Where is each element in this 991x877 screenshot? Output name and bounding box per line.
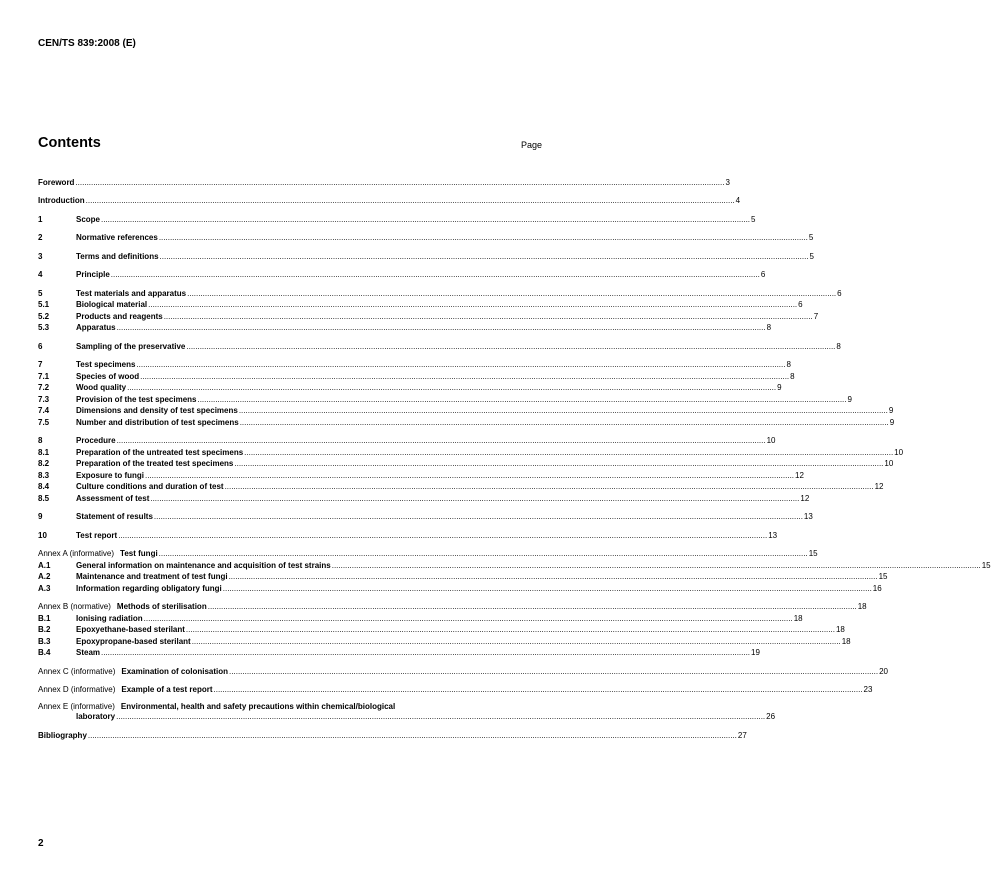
toc-entry[interactable]	[38, 340, 841, 352]
toc-page-number: 15	[808, 549, 818, 558]
toc-entry[interactable]	[38, 370, 795, 382]
toc-entry-title: Procedure	[76, 436, 116, 445]
toc-entry-title: Epoxypropane-based sterilant	[76, 636, 191, 646]
toc-page-number: 12	[800, 493, 810, 503]
toc-entry[interactable]	[38, 458, 894, 470]
leader-dots	[244, 448, 893, 458]
toc-entry-title: Wood quality	[76, 383, 127, 392]
toc-entry-number: 7.2	[38, 383, 50, 392]
toc-entry-number: 8	[38, 436, 43, 445]
toc-entry-number: 9	[38, 512, 43, 521]
leader-dots	[192, 637, 841, 647]
toc-entry[interactable]	[38, 612, 803, 624]
leader-dots	[160, 252, 809, 262]
toc-entry[interactable]	[38, 310, 819, 322]
toc-page-number: 26	[766, 712, 776, 721]
leader-dots	[154, 512, 803, 522]
toc-page-number: 23	[863, 685, 873, 694]
toc-entry[interactable]	[38, 647, 760, 659]
toc-page-number: 16	[872, 583, 882, 593]
toc-page-number: 8	[786, 360, 791, 369]
toc-page-number: 18	[841, 636, 851, 646]
toc-entry-number: 8.3	[38, 470, 50, 480]
toc-page-number: 12	[874, 482, 884, 491]
toc-entry-title: Introduction	[38, 196, 85, 205]
toc-entry-title: General information on maintenance and acquisition of test strains	[76, 560, 331, 570]
toc-entry-title: Ionising radiation	[76, 613, 143, 623]
toc-entry-title: Scope	[76, 214, 101, 224]
contents-title: Contents	[38, 135, 101, 151]
leader-dots	[197, 395, 846, 405]
leader-dots	[159, 233, 808, 243]
toc-page-number: 10	[766, 436, 776, 445]
leader-dots	[214, 685, 863, 695]
toc-entry-title: Exposure to fungi	[76, 470, 144, 480]
toc-entry-annex-b[interactable]	[38, 601, 867, 613]
toc-entry[interactable]	[38, 446, 904, 458]
leader-dots	[86, 196, 735, 206]
toc-entry-number: 2	[38, 233, 43, 242]
toc-entry-number: 5	[38, 288, 43, 298]
leader-dots	[127, 383, 776, 393]
toc-entry-title: Preparation of the untreated test specimens	[76, 447, 244, 457]
annex-d-heading: Annex D (informative) Example of a test report	[38, 685, 213, 694]
toc-page-number: 10	[894, 447, 904, 457]
toc-entry-annex-c[interactable]	[38, 665, 888, 677]
toc-page-number: 9	[777, 383, 782, 392]
toc-entry-bibliography[interactable]	[38, 729, 747, 741]
toc-page-number: 4	[735, 196, 741, 205]
toc-entry-number: B.3	[38, 636, 51, 646]
leader-dots	[159, 549, 808, 559]
toc-entry[interactable]	[38, 559, 991, 571]
toc-entry-number: 3	[38, 251, 43, 261]
leader-dots	[223, 584, 872, 594]
toc-entry-title: Preparation of the treated test specimens	[76, 459, 234, 468]
toc-page-number: 8	[790, 371, 795, 381]
toc-entry[interactable]	[38, 287, 842, 299]
toc-entry-number: A.3	[38, 583, 51, 593]
toc-entry-title: Number and distribution of test specimens	[76, 417, 239, 427]
toc-page-number: 27	[737, 730, 747, 740]
toc-entry-number: 8.5	[38, 493, 50, 503]
document-id: CEN/TS 839:2008 (E)	[38, 38, 136, 49]
toc-page-number: 20	[879, 666, 888, 676]
toc-entry-number: A.1	[38, 560, 51, 570]
toc-page-number: 5	[751, 214, 756, 224]
toc-entry-number: 5.3	[38, 323, 50, 332]
toc-entry-number: B.2	[38, 625, 51, 634]
toc-entry-title: Foreword	[38, 177, 75, 187]
toc-page-number: 6	[760, 270, 766, 279]
toc-entry-title: Maintenance and treatment of test fungi	[76, 572, 228, 581]
toc-entry[interactable]	[38, 359, 791, 371]
toc-entry-title: Bibliography	[38, 730, 87, 740]
toc-page-number: 13	[768, 530, 778, 540]
toc-entry[interactable]	[38, 299, 803, 311]
toc-entry-number: 7.5	[38, 417, 50, 427]
toc-entry-title: Test report	[76, 530, 118, 540]
toc-entry[interactable]	[38, 571, 888, 583]
toc-entry-title: Culture conditions and duration of test	[76, 482, 224, 491]
toc-page-number: 9	[889, 417, 895, 427]
toc-entry-title: Normative references	[76, 233, 158, 242]
toc-entry[interactable]	[38, 393, 852, 405]
toc-page-number: 8	[836, 341, 841, 351]
toc-page-number: 6	[837, 288, 842, 298]
annex-c-heading: Annex C (informative) Examination of colonisation	[38, 666, 229, 676]
toc-entry-number: 7.3	[38, 394, 50, 404]
leader-dots	[101, 648, 750, 658]
leader-dots	[239, 406, 888, 416]
toc-entry-number: 8.4	[38, 482, 50, 491]
toc-page-number: 9	[888, 406, 894, 415]
leader-dots	[140, 372, 789, 382]
leader-dots	[111, 270, 760, 280]
toc-page-number: 18	[835, 625, 845, 634]
leader-dots	[225, 482, 874, 492]
leader-dots	[186, 625, 835, 635]
toc-entry-number: B.4	[38, 648, 51, 657]
leader-dots	[75, 178, 724, 188]
toc-entry-title: Apparatus	[76, 323, 116, 332]
toc-entry-number: 1	[38, 214, 43, 224]
leader-dots	[117, 323, 766, 333]
toc-entry-number: 10	[38, 530, 47, 540]
toc-page-number: 12	[795, 470, 804, 480]
leader-dots	[229, 667, 878, 677]
toc-entry-title: Information regarding obligatory fungi	[76, 583, 222, 593]
toc-entry[interactable]	[38, 232, 814, 244]
leader-dots	[118, 531, 767, 541]
leader-dots	[208, 602, 857, 612]
toc-entry-number: B.1	[38, 613, 51, 623]
toc-entry-number: 8.1	[38, 447, 50, 457]
toc-page-number: 5	[808, 233, 814, 242]
toc-entry-title: Epoxyethane-based sterilant	[76, 625, 185, 634]
toc-page-number: 10	[884, 459, 894, 468]
toc-page-number: 9	[847, 394, 852, 404]
leader-dots	[116, 712, 765, 722]
toc-entry-title: Test materials and apparatus	[76, 288, 187, 298]
leader-dots	[229, 572, 878, 582]
leader-dots	[148, 300, 797, 310]
annex-e-title-continued: laboratory	[76, 712, 116, 721]
toc-entry-title: Products and reagents	[76, 311, 163, 321]
annex-e-heading: Annex E (informative) Environmental, health and safety precautions within chemical/biological	[38, 702, 396, 711]
toc-entry-title: Test specimens	[76, 360, 136, 369]
toc-page-number: 6	[798, 300, 803, 309]
page-column-label: Page	[521, 140, 543, 150]
toc-entry-title: Provision of the test specimens	[76, 394, 197, 404]
leader-dots	[101, 215, 750, 225]
toc-entry-number: 7.1	[38, 371, 50, 381]
toc-entry[interactable]	[38, 492, 810, 504]
toc-entry[interactable]	[38, 382, 782, 394]
toc-entry[interactable]	[38, 469, 804, 481]
toc-entry[interactable]	[38, 511, 813, 523]
toc-entry[interactable]	[38, 195, 741, 207]
leader-dots	[164, 312, 813, 322]
leader-dots	[145, 471, 794, 481]
leader-dots	[144, 614, 793, 624]
toc-page-number: 3	[725, 177, 730, 187]
toc-page-number: 19	[751, 648, 760, 657]
toc-entry-title: Terms and definitions	[76, 251, 159, 261]
toc-page-number: 8	[766, 323, 772, 332]
toc-page-number: 7	[813, 311, 819, 321]
leader-dots	[117, 436, 766, 446]
annex-a-heading: Annex A (informative) Test fungi	[38, 549, 158, 558]
toc-entry-number: 5.2	[38, 311, 50, 321]
toc-entry[interactable]	[38, 416, 895, 428]
toc-entry-number: 8.2	[38, 459, 50, 468]
toc-entry-title: Statement of results	[76, 512, 153, 521]
toc-entry-number: 6	[38, 341, 43, 351]
toc-entry-title: Steam	[76, 648, 101, 657]
toc-page-number: 13	[803, 512, 813, 521]
toc-entry[interactable]	[38, 529, 778, 541]
toc-entry[interactable]	[38, 405, 894, 417]
toc-page-number: 15	[878, 572, 888, 581]
toc-entry-title: Sampling of the preservative	[76, 341, 186, 351]
toc-entry[interactable]	[38, 481, 884, 493]
toc-entry[interactable]	[38, 435, 776, 447]
toc-page-number: 18	[857, 602, 867, 611]
toc-entry-number: 4	[38, 270, 43, 279]
toc-entry-annex-a[interactable]	[38, 548, 818, 560]
toc-entry[interactable]	[38, 322, 772, 334]
annex-b-heading: Annex B (normative) Methods of sterilisation	[38, 602, 207, 611]
toc-entry-title: Species of wood	[76, 371, 140, 381]
toc-entry-number: A.2	[38, 572, 51, 581]
leader-dots	[332, 561, 981, 571]
toc-entry-annex-e[interactable]	[38, 702, 776, 722]
toc-entry[interactable]	[38, 582, 882, 594]
toc-entry-title: Dimensions and density of test specimens	[76, 406, 238, 415]
toc-entry-number: 5.1	[38, 300, 50, 309]
leader-dots	[136, 360, 785, 370]
toc-entry[interactable]	[38, 624, 845, 636]
toc-entry[interactable]	[38, 269, 766, 281]
leader-dots	[187, 289, 836, 299]
toc-entry-title: Biological material	[76, 300, 148, 309]
toc-entry-number: 7.4	[38, 406, 50, 415]
toc-entry[interactable]	[38, 213, 756, 225]
page-number: 2	[38, 838, 44, 849]
leader-dots	[88, 731, 737, 741]
toc-entry[interactable]	[38, 635, 851, 647]
leader-dots	[186, 342, 835, 352]
table-of-contents	[38, 176, 991, 741]
leader-dots	[234, 459, 883, 469]
toc-page-number: 5	[809, 251, 814, 261]
toc-page-number: 18	[793, 613, 803, 623]
leader-dots	[240, 418, 889, 428]
toc-entry-number: 7	[38, 360, 43, 369]
toc-entry-annex-d[interactable]	[38, 684, 873, 696]
toc-entry[interactable]	[38, 250, 814, 262]
leader-dots	[150, 494, 799, 504]
toc-entry-title: Assessment of test	[76, 493, 150, 503]
toc-page-number: 15	[981, 560, 991, 570]
toc-entry-title: Principle	[76, 270, 110, 279]
toc-entry[interactable]	[38, 176, 730, 188]
